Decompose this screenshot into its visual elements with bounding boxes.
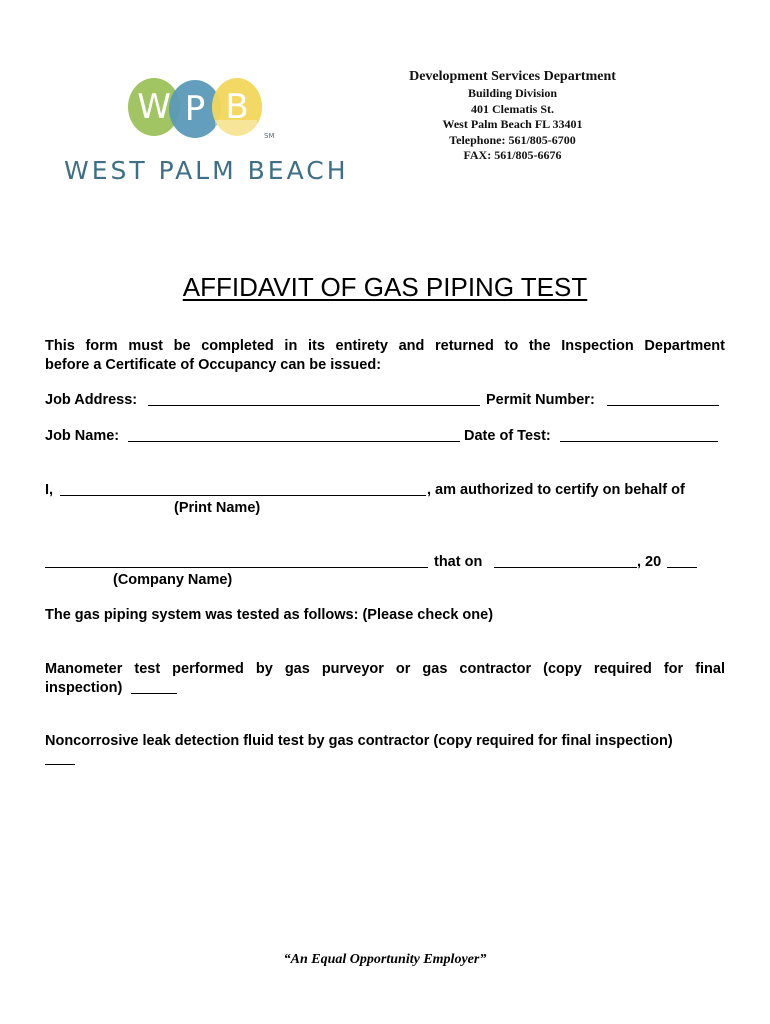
wpb-logo <box>64 74 349 189</box>
option-manometer-line-2: inspection) <box>45 680 123 696</box>
logo-letter-b: B <box>225 87 249 127</box>
print-name-field[interactable] <box>60 495 426 496</box>
job-address-label: Job Address: <box>45 392 138 408</box>
street-address: 401 Clematis St. <box>471 101 554 116</box>
certify-date-field[interactable] <box>494 567 637 568</box>
fax: FAX: 561/805-6676 <box>463 148 562 163</box>
option-noncorrosive-text: Noncorrosive leak detection fluid test by gas contractor (copy required for final inspection) <box>45 733 673 749</box>
division-name: Building Division <box>467 86 558 100</box>
job-name-label: Job Name: <box>45 428 120 444</box>
document-title-text: AFFIDAVIT OF GAS PIPING TEST <box>182 272 588 302</box>
manometer-checkbox-line[interactable] <box>131 693 177 694</box>
job-name-field[interactable] <box>128 441 460 442</box>
permit-number-label: Permit Number: <box>486 392 595 408</box>
company-name-field[interactable] <box>45 567 428 568</box>
noncorrosive-checkbox-line[interactable] <box>45 764 75 765</box>
date-of-test-field[interactable] <box>560 441 718 442</box>
logo-wordmark: WEST PALM BEACH <box>64 156 349 185</box>
certify-prefix: I, <box>45 482 54 498</box>
job-address-field[interactable] <box>148 405 480 406</box>
telephone: Telephone: 561/805-6700 <box>449 132 576 147</box>
logo-letter-w: W <box>137 87 171 127</box>
test-prompt: The gas piping system was tested as follows: (Please check one) <box>45 607 494 623</box>
intro-line-2: before a Certificate of Occupancy can be issued: <box>45 357 382 373</box>
department-name: Development Services Department <box>409 69 616 84</box>
intro-line-1: This form must be completed in its entirety and returned to the Inspection Department <box>45 338 725 354</box>
year-prefix: , 20 <box>637 554 662 570</box>
certify-suffix: , am authorized to certify on behalf of <box>427 482 685 498</box>
footer-equal-opportunity: “An Equal Opportunity Employer” <box>283 952 487 967</box>
option-manometer-line-1: Manometer test performed by gas purveyor or gas contractor (copy required for final <box>45 661 725 677</box>
year-field[interactable] <box>667 567 697 568</box>
that-on-text: that on <box>434 554 483 570</box>
department-header <box>360 68 665 164</box>
date-of-test-label: Date of Test: <box>464 428 551 444</box>
print-name-caption: (Print Name) <box>174 500 261 516</box>
logo-letter-p: P <box>184 89 206 129</box>
city-address: West Palm Beach FL 33401 <box>442 117 583 132</box>
permit-number-field[interactable] <box>607 405 719 406</box>
logo-trademark: SM <box>264 132 275 140</box>
document-title <box>0 270 770 304</box>
company-name-caption: (Company Name) <box>113 572 233 588</box>
wpb-logo-emblem <box>64 74 334 154</box>
